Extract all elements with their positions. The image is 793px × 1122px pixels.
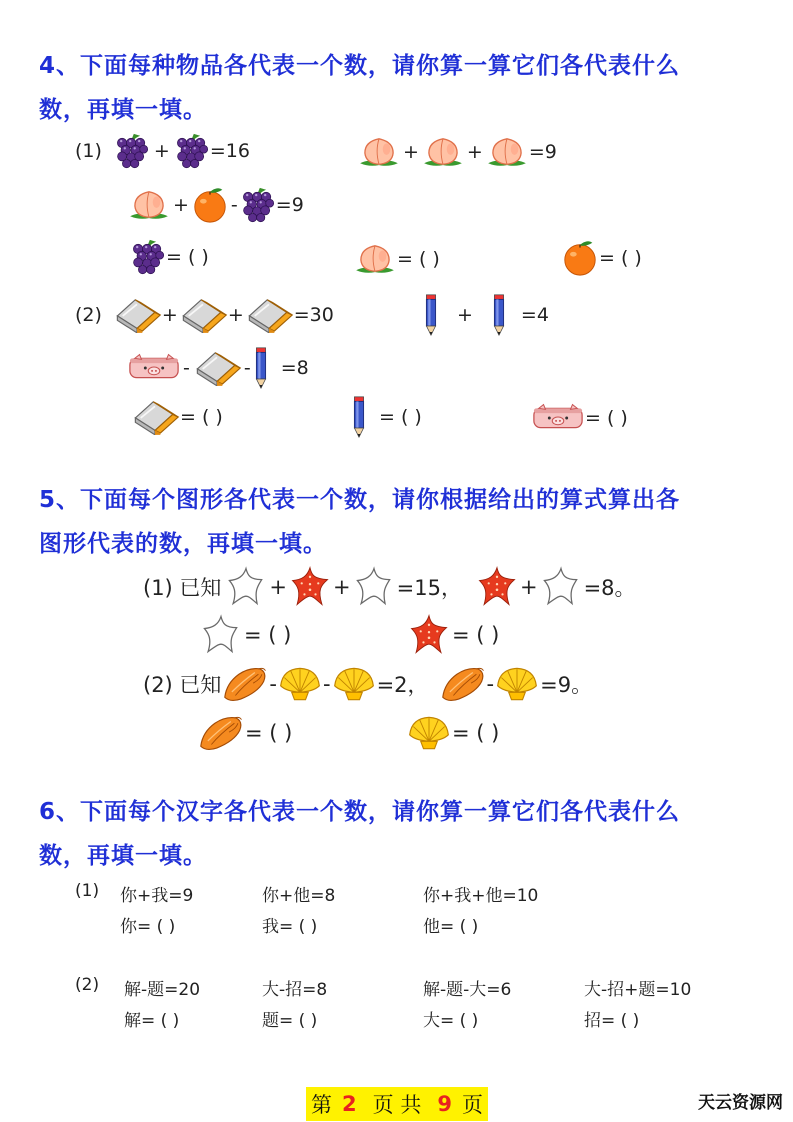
orange-icon xyxy=(191,186,229,224)
answer-blank[interactable]: = ( ) xyxy=(397,248,440,270)
plus-sign: + xyxy=(519,575,538,599)
q6-p1-eq3: 你+我+他=10 xyxy=(423,886,539,906)
plus-sign: + xyxy=(333,575,351,599)
q4-p2-eq3-result: =8 xyxy=(280,357,309,379)
eraser-icon xyxy=(178,297,228,333)
q5-p1-answer-outline-star xyxy=(198,613,291,657)
grape-icon xyxy=(240,186,276,224)
q6-p2-ans1[interactable]: 解= ( ) xyxy=(124,1011,180,1031)
grape-icon xyxy=(114,132,150,170)
q6-p2-eq2: 大-招=8 xyxy=(262,980,328,1000)
q6-p1-ans1[interactable]: 你= ( ) xyxy=(120,917,176,937)
q6-p1-eq2: 你+他=8 xyxy=(262,886,336,906)
q6-p1-ans2[interactable]: 我= ( ) xyxy=(262,917,318,937)
q4-p1-equation-3 xyxy=(127,186,304,224)
plus-sign: + xyxy=(269,575,288,599)
q4-p2-equation-2 xyxy=(423,293,549,337)
peach-icon xyxy=(421,136,465,168)
minus-sign: - xyxy=(486,672,495,696)
answer-blank[interactable]: = ( ) xyxy=(452,721,500,745)
q4-p2-answer-pencil-case xyxy=(531,403,628,433)
q4-p1-equation-2 xyxy=(357,136,557,168)
plus-sign: + xyxy=(173,194,189,216)
q5-p1-answer-starfish xyxy=(406,613,499,657)
q4-p1-eq2-result: =9 xyxy=(528,141,557,163)
q4-p2-equation-1 xyxy=(75,297,334,333)
q6-p2-eq1: 解-题=20 xyxy=(124,980,201,1000)
minus-sign: - xyxy=(269,672,277,696)
outline-star-icon xyxy=(351,565,397,609)
q6-p2-ans4[interactable]: 招= ( ) xyxy=(584,1011,640,1031)
eraser-icon xyxy=(192,350,242,386)
plus-sign: + xyxy=(153,140,170,162)
scallop-shell-icon xyxy=(494,665,540,703)
q4-p2-eq2-result: =4 xyxy=(520,304,549,326)
q6-p2-ans2[interactable]: 题= ( ) xyxy=(262,1011,318,1031)
q6-p1-ans3[interactable]: 他= ( ) xyxy=(423,917,479,937)
plus-sign: + xyxy=(227,304,244,326)
starfish-icon xyxy=(474,565,520,609)
minus-sign: - xyxy=(230,194,238,216)
pencil-icon xyxy=(351,395,367,439)
eraser-icon xyxy=(112,297,162,333)
watermark: 天云资源网 xyxy=(698,1093,783,1113)
q6-p1-label: (1) xyxy=(75,881,100,901)
answer-blank[interactable]: = ( ) xyxy=(379,406,422,428)
plus-sign: + xyxy=(161,304,178,326)
minus-sign: - xyxy=(323,672,331,696)
page-indicator-pre: 第 xyxy=(311,1093,333,1117)
answer-blank[interactable]: = ( ) xyxy=(244,623,292,647)
q4-title-line1: 4、下面每种物品各代表一个数，请你算一算它们各代表什么 xyxy=(39,53,681,79)
conch-shell-icon xyxy=(441,665,487,703)
pencil-case-icon xyxy=(531,403,585,433)
peach-icon xyxy=(485,136,529,168)
q4-p2-answer-eraser xyxy=(130,399,223,435)
q4-p2-equation-3 xyxy=(127,346,309,390)
starfish-icon xyxy=(406,613,452,657)
scallop-shell-icon xyxy=(406,714,452,752)
total-page-number: 9 xyxy=(437,1092,452,1116)
q4-p1-answer-grape xyxy=(130,238,209,276)
outline-star-icon xyxy=(538,565,584,609)
q4-p1-label: (1) xyxy=(75,140,102,162)
pencil-icon xyxy=(491,293,507,337)
q4-p2-eq1-result: =30 xyxy=(293,304,334,326)
q5-p2-answer-conch xyxy=(199,714,292,752)
pencil-case-icon xyxy=(127,353,181,383)
q5-title-line1: 5、下面每个图形各代表一个数，请你根据给出的算式算出各 xyxy=(39,487,681,513)
q5-p1-eq2-result: =8。 xyxy=(583,576,636,600)
peach-icon xyxy=(357,136,401,168)
q4-p1-eq3-result: =9 xyxy=(275,194,304,216)
orange-icon xyxy=(561,239,599,277)
eraser-icon xyxy=(244,297,294,333)
answer-blank[interactable]: = ( ) xyxy=(245,721,293,745)
page-indicator-post: 页 xyxy=(461,1093,483,1117)
eraser-icon xyxy=(130,399,180,435)
q6-title-line2: 数，再填一填。 xyxy=(39,843,207,869)
grape-icon xyxy=(130,238,166,276)
q5-p2-eq1-result: =2， xyxy=(376,673,429,697)
q6-p1-eq1: 你+我=9 xyxy=(120,886,194,906)
plus-sign: + xyxy=(457,304,473,326)
q5-p2-eq2-result: =9。 xyxy=(540,673,593,697)
q5-p1-equations xyxy=(143,565,636,609)
starfish-icon xyxy=(287,565,333,609)
q4-p1-eq1-result: =16 xyxy=(209,140,250,162)
q5-title-line2: 图形代表的数，再填一填。 xyxy=(39,531,327,557)
answer-blank[interactable]: = ( ) xyxy=(599,247,642,269)
plus-sign: + xyxy=(466,141,483,163)
q6-p2-eq4: 大-招+题=10 xyxy=(584,980,692,1000)
page-indicator xyxy=(306,1087,488,1121)
pencil-icon xyxy=(253,346,269,390)
q6-p2-label: (2) xyxy=(75,975,100,995)
outline-star-icon xyxy=(223,565,269,609)
minus-sign: - xyxy=(243,357,251,379)
q4-p1-equation-1 xyxy=(75,132,250,170)
q5-p2-answer-scallop xyxy=(406,714,499,752)
answer-blank[interactable]: = ( ) xyxy=(166,246,209,268)
q4-p1-answer-peach xyxy=(353,243,440,275)
q4-title-line2: 数，再填一填。 xyxy=(39,97,207,123)
conch-shell-icon xyxy=(199,714,245,752)
q6-p2-eq3: 解-题-大=6 xyxy=(423,980,512,1000)
pencil-icon xyxy=(423,293,439,337)
q5-p1-eq1-result: =15， xyxy=(396,576,462,600)
minus-sign: - xyxy=(183,357,190,379)
answer-blank[interactable]: = ( ) xyxy=(180,406,223,428)
grape-icon xyxy=(174,132,210,170)
conch-shell-icon xyxy=(223,665,269,703)
q4-p1-answer-orange xyxy=(561,239,642,277)
q5-p2-prefix: (2) 已知 xyxy=(143,673,222,697)
peach-icon xyxy=(353,243,397,275)
q4-p2-answer-pencil xyxy=(351,395,422,439)
q5-p1-prefix: (1) 已知 xyxy=(143,576,222,600)
q6-p2-ans3[interactable]: 大= ( ) xyxy=(423,1011,479,1031)
outline-star-icon xyxy=(198,613,244,657)
q4-p2-label: (2) xyxy=(75,304,102,326)
peach-icon xyxy=(127,189,171,221)
current-page-number: 2 xyxy=(342,1092,357,1116)
q6-title-line1: 6、下面每个汉字各代表一个数，请你算一算它们各代表什么 xyxy=(39,799,681,825)
scallop-shell-icon xyxy=(277,665,323,703)
scallop-shell-icon xyxy=(331,665,377,703)
q5-p2-equations xyxy=(143,665,592,703)
plus-sign: + xyxy=(403,141,419,163)
answer-blank[interactable]: = ( ) xyxy=(452,623,500,647)
answer-blank[interactable]: = ( ) xyxy=(585,407,628,429)
page-indicator-mid: 页 共 xyxy=(372,1093,422,1117)
